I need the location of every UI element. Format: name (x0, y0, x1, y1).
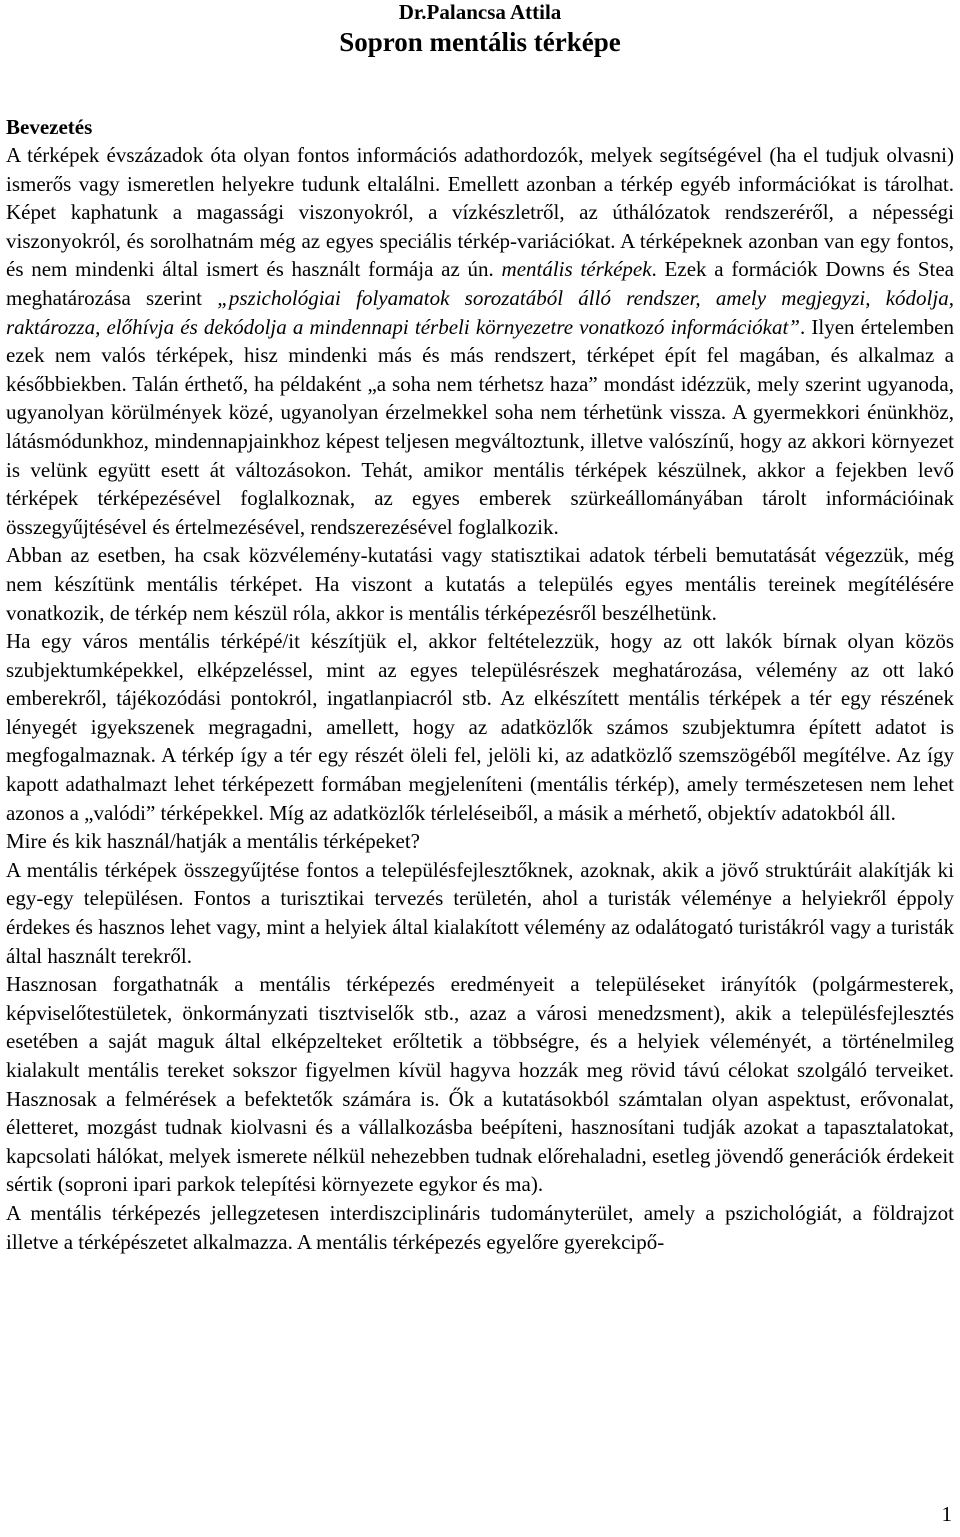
paragraph-5: A mentális térképek összegyűjtése fontos a településfejlesztőknek, azoknak, akik a jövő struktúráit alakítják ki egy-egy településen. Fontos a turisztikai tervezés területén, ahol a turisták véleménye a helyiekről éppoly érdekes és hasznos lehet vagy, mint a helyiek által kialakított vélemény az odalátogató turistákról vagy a turisták által használt terekről. (6, 857, 954, 968)
paragraph-1-part-a: A térképek évszázadok óta olyan fontos információs adathordozók, melyek segítségével (ha el tudjuk olvasni) ismerős vagy ismeretlen helyekre tudunk eltalálni. Emellett azonban a térkép egyéb információkat is tárolhat. Képet kaphatunk a magassági viszonyokról, a vízkészletről, az úthálózatok rendszeréről, a népességi viszonyokról, és sorolhatnám még az egyes speciális térkép-variációkat. A térképeknek azonban van egy fontos, és nem mindenki által ismert és használt formája az ún. (6, 143, 954, 282)
document-page (6, 0, 954, 1256)
paragraph-7: A mentális térképezés jellegzetesen interdiszciplináris tudományterület, amely a pszichológiát, a földrajzot illetve a térképészetet alkalmazza. A mentális térképezés egyelőre gyerekcipő- (6, 1200, 954, 1254)
paragraph-1-part-c: . Ilyen értelemben ezek nem valós térképek, hisz mindenki más és más rendszert, térképet épít fel magában, és alkalmaz a későbbiekben. Talán érthető, ha példaként „a soha nem térhetsz haza” mondást idézzük, mely szerint ugyanoda, ugyanolyan körülmények közé, ugyanolyan érzelmekkel soha nem térhetünk vissza. A gyermekkori énünkhöz, látásmódunkhoz, mindennapjainkhoz képest teljesen megváltoztunk, illetve valószínű, hogy az akkori környezet is velünk együtt esett át változásokon. Tehát, amikor mentális térképek készülnek, akkor a fejekben levő térképek térképezésével foglalkoznak, az egyes emberek szürkeállományában tárolt információinak összegyűjtésével és értelmezésével, rendszerezésével foglalkozik. (6, 314, 954, 539)
paragraph-1 (6, 141, 954, 541)
paragraph-2: Abban az esetben, ha csak közvélemény-kutatási vagy statisztikai adatok térbeli bemutatását végezzük, még nem készítünk mentális térképet. Ha viszont a kutatás a település egyes mentális tereinek megítélésére vonatkozik, de térkép nem készül róla, akkor is mentális térképezésről beszélhetünk. (6, 543, 954, 625)
paragraph-3: Ha egy város mentális térképé/it készítjük el, akkor feltételezzük, hogy az ott lakók bírnak olyan közös szubjektumképekkel, elképzeléssel, mint az egyes településrészek meghatározása, vélemény az ott lakó emberekről, tájékozódási pontokról, ingatlanpiacról stb. Az elkészített mentális térképek a tér egy részének lényegét igyekszenek megragadni, amellett, hogy az adatközlők számos szubjektumra épített adatot is megfogalmaznak. A térkép így a tér egy részét öleli fel, jelöli ki, az adatközlő szemszögéből megítélve. Az így kapott adathalmazt lehet térképezett formában megjeleníteni (mentális térkép), amely természetesen nem lehet azonos a „valódi” térképekkel. Míg az adatközlők térleléseiből, a másik a mérhető, objektív adatokból áll. (6, 629, 954, 825)
body-text (6, 141, 954, 1256)
page-number: 1 (941, 1502, 952, 1526)
author-name: Dr.Palancsa Attila (398, 0, 562, 24)
paragraph-1-emphasis-quote: „pszichológiai folyamatok sorozatából álló rendszer, amely megjegyzi, kódolja, raktározza, előhívja és dekódolja a mindennapi térbeli környezetre vonatkozó információkat” (6, 285, 954, 339)
paragraph-1-part-b: . Ezek a formációk Downs és Stea meghatározása szerint (6, 257, 954, 310)
document-title: Sopron mentális térképe (339, 27, 621, 57)
section-heading: Bevezetés (6, 115, 93, 139)
paragraph-1-emphasis-term: mentális térképek (501, 257, 652, 282)
paragraph-4: Mire és kik használ/hatják a mentális térképeket? (6, 829, 421, 854)
paragraph-6: Hasznosan forgathatnák a mentális térképezés eredményeit a településeket irányítók (polgármesterek, képviselőtestületek, önkormányzati tisztviselők stb., azaz a városi menedzsment), akik a településfejlesztés esetében a saját maguk által elképzelteket erőltetik a többségre, és a helyiek véleményét, a történelmileg kialakult mentális tereket sokszor figyelmen kívül hagyva hozzák meg rövid távú célokat szolgáló terveiket. Hasznosak a felmérések a befektetők számára is. Ők a kutatásokból számtalan olyan aspektust, erővonalat, életteret, mozgást tudnak kiolvasni és a vállalkozásba beépíteni, hasznosítani tudják azokat a tapasztalatokat, kapcsolati hálókat, melyek ismerete nélkül nehezebben tudnak előrehaladni, esetleg jövendő generációk érdekeit sértik (soproni ipari parkok telepítési környezete egykor és ma). (6, 972, 954, 1197)
